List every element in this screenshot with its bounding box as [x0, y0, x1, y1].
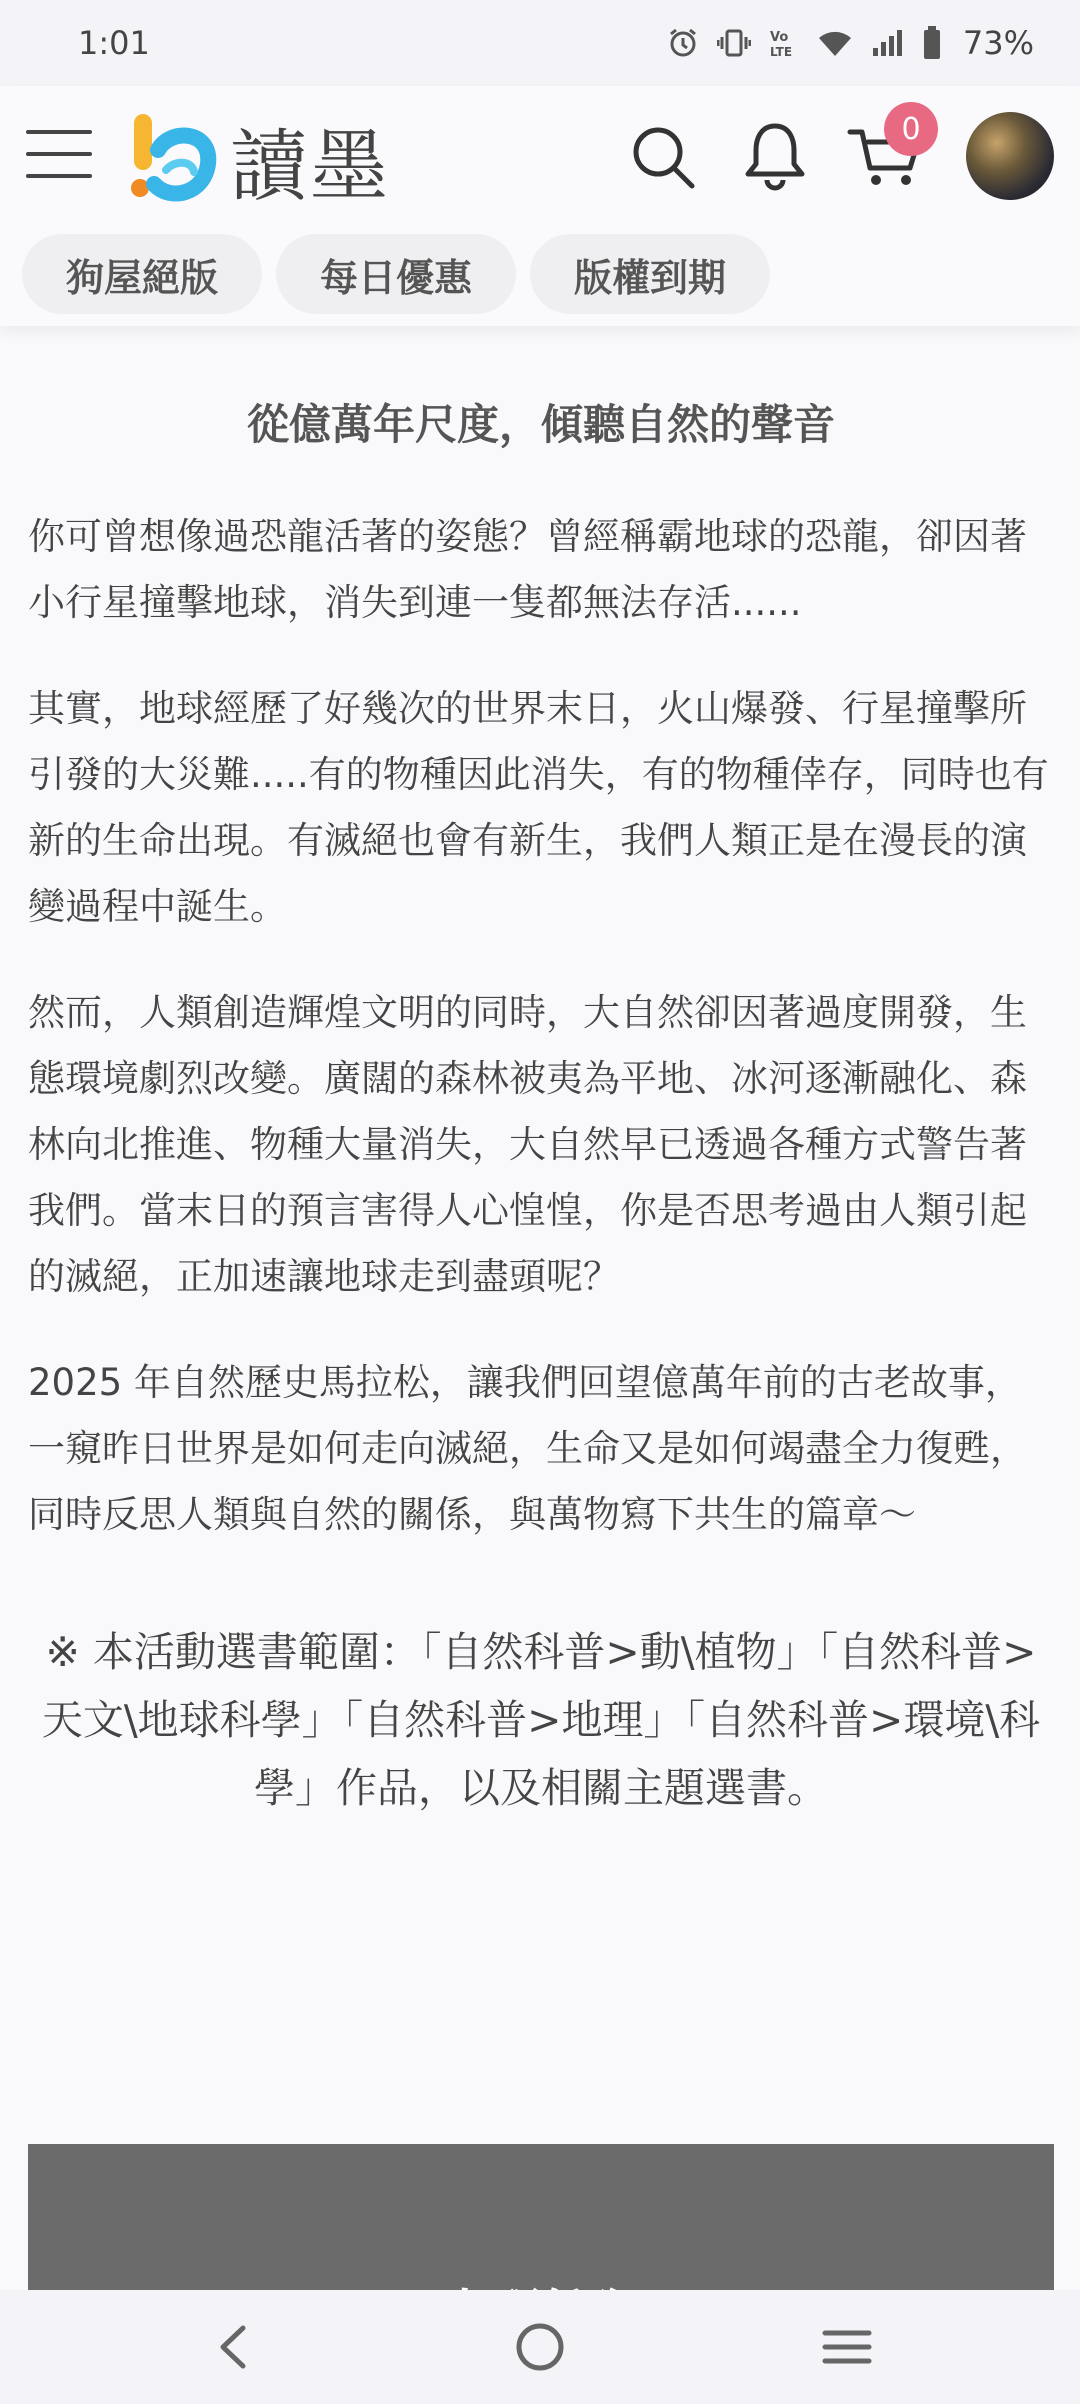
tab-copyright-expired[interactable]: 版權到期 [530, 234, 770, 314]
cart-count-badge: 0 [884, 102, 938, 156]
svg-text:Vo: Vo [769, 30, 789, 45]
status-icons [667, 24, 1034, 62]
hamburger-menu-icon[interactable] [26, 130, 92, 184]
top-bar [0, 86, 1080, 226]
bell-icon[interactable] [740, 120, 810, 192]
vibrate-icon [717, 27, 751, 59]
tab-out-of-print[interactable]: 狗屋絕版 [22, 234, 262, 314]
home-icon[interactable] [480, 2302, 600, 2392]
system-nav-bar [0, 2290, 1080, 2404]
article-paragraph: 其實，地球經歷了好幾次的世界末日，火山爆發、行星撞擊所引發的大災難.....有的物種因此消失，有的物種倖存，同時也有新的生命出現。有滅絕也會有新生，我們人類正是在漫長的演變過程中誕生。 [28, 687, 1049, 928]
svg-text:LTE: LTE [769, 45, 792, 59]
battery-icon [923, 26, 941, 60]
tab-daily-deals[interactable]: 每日優惠 [276, 234, 516, 314]
article-paragraph: 2025 年自然歷史馬拉松，讓我們回望億萬年前的古老故事，一窺昨日世界是如何走向滅絕，生命又是如何竭盡全力復甦，同時反思人類與自然的關係，與萬物寫下共生的篇章～ [28, 1361, 1027, 1536]
logo-mark-icon [120, 110, 220, 210]
back-icon[interactable] [173, 2302, 293, 2392]
signal-icon [871, 28, 905, 58]
battery-percent: 73% [962, 24, 1034, 62]
app-header [0, 86, 1080, 326]
alarm-icon [667, 27, 699, 59]
status-bar [0, 0, 1080, 86]
status-time: 1:01 [78, 24, 150, 62]
bonus-task-button[interactable] [28, 2144, 1054, 2304]
volte-icon [769, 27, 799, 59]
logo[interactable] [120, 110, 410, 210]
search-icon[interactable] [628, 122, 698, 192]
wifi-icon [817, 28, 853, 58]
article-paragraph: 你可曾想像過恐龍活著的姿態？曾經稱霸地球的恐龍，卻因著小行星撞擊地球，消失到連一隻都無法存活...... [28, 515, 1027, 624]
selection-scope-note: ※ 本活動選書範圍：「自然科普>動\植物」「自然科普>天文\地球科學」「自然科普>地理」「自然科普>環境\科學」作品，以及相關主題選書。 [41, 1628, 1041, 1812]
category-tabs [22, 234, 770, 314]
recents-icon[interactable] [787, 2302, 907, 2392]
article-heading: 從億萬年尺度，傾聽自然的聲音 [246, 400, 835, 449]
article-paragraph: 然而，人類創造輝煌文明的同時，大自然卻因著過度開發，生態環境劇烈改變。廣闊的森林被夷為平地、冰河逐漸融化、森林向北推進、物種大量消失，大自然早已透過各種方式警告著我們。當末日的預言害得人心惶惶，你是否思考過由人類引起的滅絕，正加速讓地球走到盡頭呢？ [28, 991, 1027, 1298]
avatar[interactable] [966, 112, 1054, 200]
article-content [28, 380, 1054, 1822]
logo-text: 讀墨 [230, 122, 391, 212]
